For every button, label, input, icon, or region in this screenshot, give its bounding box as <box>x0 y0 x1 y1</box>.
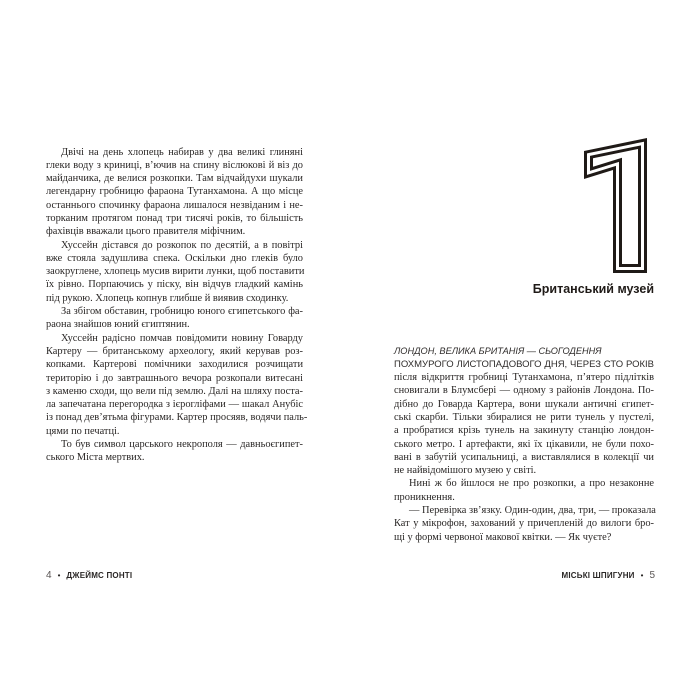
text-line: а пробратися крізь тунель на закинуту станцію лондон- <box>394 425 654 437</box>
body-text <box>46 146 308 465</box>
text-line: ські скарби. Тільки збиралися не рити тунель у пустелі, <box>394 411 654 423</box>
text-line: — Перевірка зв’язку. Один-один, два, три, — проказала <box>409 505 656 517</box>
text-line: За збігом обставин, гробницю юного єгипетського фа- <box>61 306 303 318</box>
text-line: проникнення. <box>394 491 455 503</box>
text-line: Хуссейн радісно помчав повідомити новину Говарду <box>61 332 303 344</box>
text-line: То був символ царського некрополя — давньоєгипет- <box>61 439 303 451</box>
text-line: легендарну гробницю фараона Тутанхамона. А що місце <box>46 186 303 198</box>
text-line: територію і до завтрашнього вечора розкопали витесані <box>46 372 303 384</box>
text-line: останнього спочинку фараона лишалося незвіданим і не- <box>46 199 303 211</box>
paragraph <box>394 477 654 504</box>
text-line: щі у формі червоної макової квітки. — Як чуєте? <box>394 531 612 543</box>
paragraph <box>394 504 654 544</box>
text-line: із понад дев’ятьма фігурами. Картер просяяв, водячи паль- <box>46 412 308 424</box>
text-line: заокруглене, хлопець мусив вирити лунки, щоб поставити <box>46 266 305 278</box>
text-line: під рукою. Хлопець копнув глибше й виявив сходинку. <box>46 292 289 304</box>
running-head-author: ДЖЕЙМС ПОНТІ <box>66 571 133 580</box>
text-line: Нині ж бо йшлося не про розкопки, а про незаконне <box>409 478 654 490</box>
text-line: майданчика, де велися розкопки. Там відчайдухи шукали <box>46 173 303 185</box>
paragraph <box>46 305 303 332</box>
text-line: цями по печатці. <box>46 425 120 437</box>
text-line: після відкриття гробниці Тутанхамона, п’ятеро підлітків <box>394 372 654 384</box>
dateline: ЛОНДОН, ВЕЛИКА БРИТАНІЯ — СЬОГОДЕННЯ <box>394 345 602 356</box>
paragraph <box>46 438 303 465</box>
text-line: ського метро. І артефакти, які їх цікавили, не були похо- <box>394 438 654 450</box>
text-line: ського Міста мертвих. <box>46 452 145 464</box>
running-head-title: МІСЬКІ ШПИГУНИ <box>561 571 635 580</box>
text-line: сновигали в Блумсбері — одному з районів Лондона. По- <box>394 385 654 397</box>
paragraph <box>46 239 303 305</box>
text-line: фахівців вважали цього правителя міфічним. <box>46 226 246 238</box>
paragraph <box>46 146 303 239</box>
text-line: копками. Картерові помічники заходилися розчищати <box>46 359 303 371</box>
text-line: ла запечатана перегородка з ієрогліфами — шакал Анубіс <box>46 399 303 411</box>
text-line: раона знайшов юний єгиптянин. <box>46 319 190 331</box>
text-line: з каменю сходи, що вели під землю. Далі на шляху поста- <box>46 385 303 397</box>
paragraph <box>394 371 654 477</box>
text-line: Кат у мікрофон, захований у причепленій до вилоги бро- <box>394 518 654 530</box>
page-number: 4 <box>46 570 52 581</box>
page-footer <box>46 567 132 581</box>
text-line: не найвідомішого музею у світі. <box>394 465 537 477</box>
page-footer <box>562 567 656 581</box>
right-page <box>350 0 700 700</box>
bullet-separator: • <box>57 571 61 580</box>
text-line: дібно до Говарда Картера, вони шукали античні єгипет- <box>394 398 654 410</box>
text-line: глеки воду з криниці, в’ючив на спину віслюкові й віз до <box>46 159 303 171</box>
bullet-separator: • <box>640 571 644 580</box>
text-line: вані в забутій усипальниці, а виставлялися в колекції чи <box>394 451 654 463</box>
text-line: їх рівно. Порпаючись у піску, він відчув гладкий камінь <box>46 279 303 291</box>
text-line: Хуссейн дістався до розкопок по десятій, а в повітрі <box>61 239 303 251</box>
page-number: 5 <box>649 570 655 581</box>
lead-in: ПОХМУРОГО ЛИСТОПАДОВОГО ДНЯ, ЧЕРЕЗ СТО РОКІВ <box>394 358 654 370</box>
paragraph <box>46 332 308 438</box>
text-line: Картеру — британському археологу, який керував роз- <box>46 345 303 357</box>
text-line: вже стояла задушлива спека. Оскільки дно глеків було <box>46 252 303 264</box>
chapter-title: Британський музей <box>532 282 654 296</box>
text-line: торканим протягом понад три тисячі років, то більшість <box>46 212 303 224</box>
body-text <box>394 345 654 544</box>
text-line: Двічі на день хлопець набирав у два великі глиняні <box>61 146 303 158</box>
